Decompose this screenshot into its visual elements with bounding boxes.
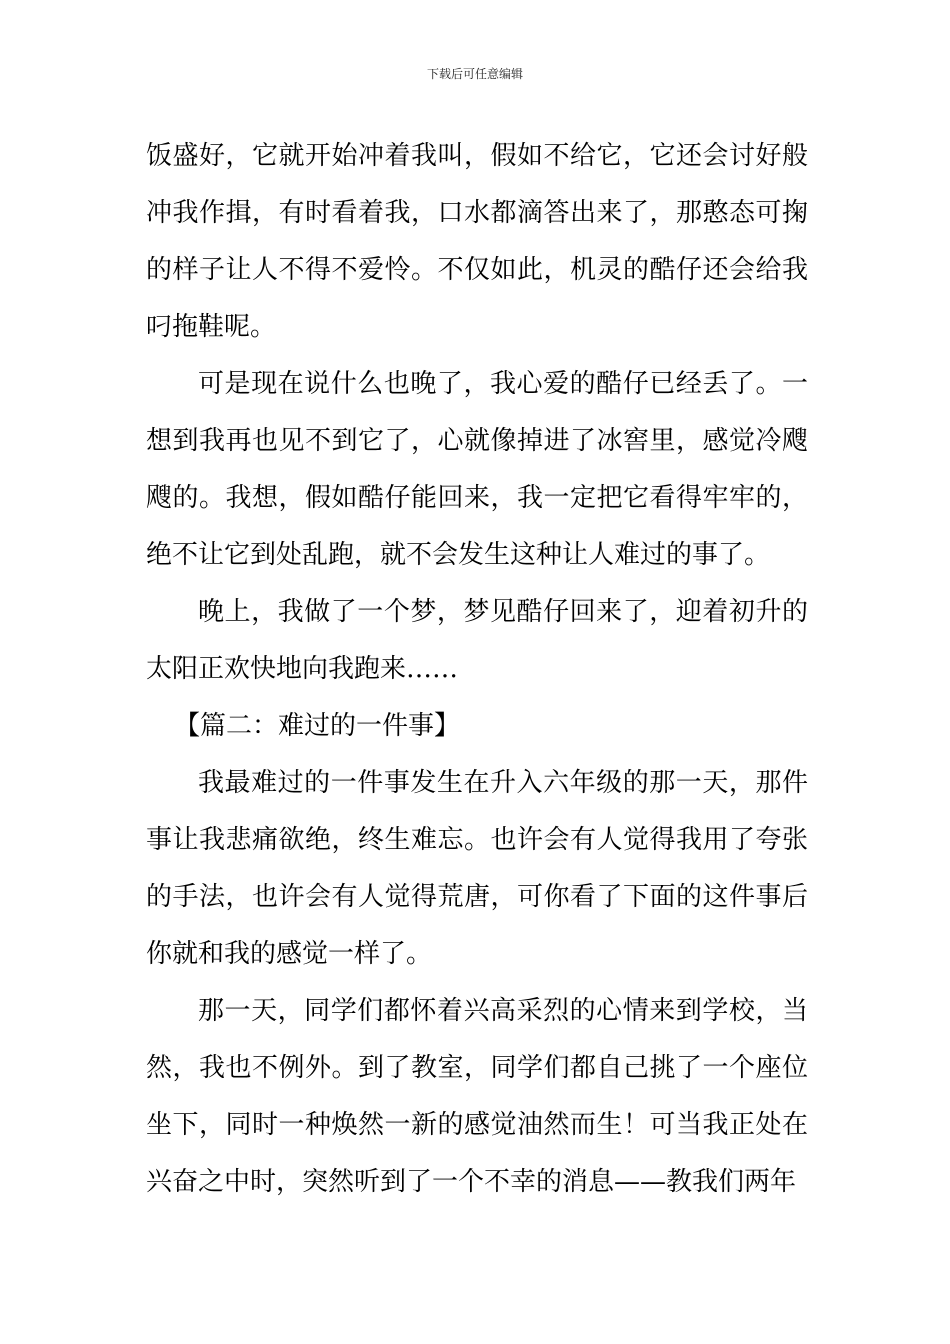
paragraph-5: 那一天，同学们都怀着兴高采烈的心情来到学校，当然，我也不例外。到了教室，同学们都自己挑了一个座位坐下，同时一种焕然一新的感觉油然而生！可当我正处在兴奋之中时，突然听到了一个不幸的消息——教我们两年 xyxy=(146,996,808,1197)
paragraph-3: 晚上，我做了一个梦，梦见酷仔回来了，迎着初升的太阳正欢快地向我跑来…… xyxy=(146,597,808,684)
document-body xyxy=(146,128,808,1211)
paragraph-4: 我最难过的一件事发生在升入六年级的那一天，那件事让我悲痛欲绝，终生难忘。也许会有人觉得我用了夸张的手法，也许会有人觉得荒唐，可你看了下面的这件事后你就和我的感觉一样了。 xyxy=(146,768,808,969)
paragraph-2: 可是现在说什么也晚了，我心爱的酷仔已经丢了。一想到我再也见不到它了，心就像掉进了冰窖里，感觉冷飕飕的。我想，假如酷仔能回来，我一定把它看得牢牢的，绝不让它到处乱跑，就不会发生这种让人难过的事了。 xyxy=(146,369,808,570)
section-heading: 【篇二：难过的一件事】 xyxy=(174,711,461,741)
paragraph-1: 饭盛好，它就开始冲着我叫，假如不给它，它还会讨好般冲我作揖，有时看着我，口水都滴答出来了，那憨态可掬的样子让人不得不爱怜。不仅如此，机灵的酷仔还会给我叼拖鞋呢。 xyxy=(146,141,808,342)
page-header: 下载后可任意编辑 xyxy=(426,67,523,81)
